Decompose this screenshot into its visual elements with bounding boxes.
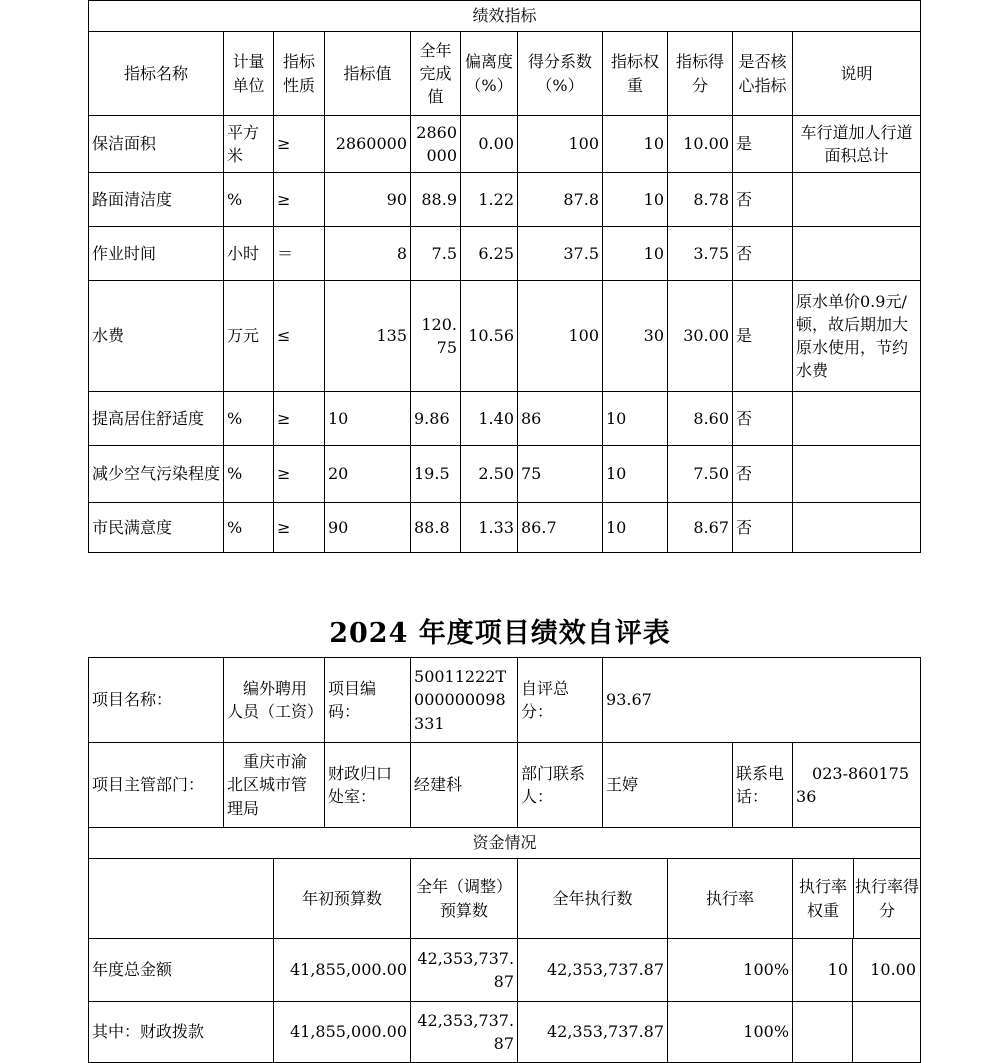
col-header-weight: 指标权重 <box>603 32 668 116</box>
col-header-deviation: 偏离度（%） <box>461 32 518 116</box>
dept-value: 重庆市渝北区城市管理局 <box>224 743 325 828</box>
col-header-target: 指标值 <box>325 32 411 116</box>
indicator-note <box>793 173 921 227</box>
indicator-name: 保洁面积 <box>89 116 224 173</box>
indicator-weight: 10 <box>603 116 668 173</box>
indicator-actual: 19.5 <box>411 446 461 503</box>
indicator-weight: 30 <box>603 281 668 392</box>
indicator-unit: 平方米 <box>224 116 274 173</box>
indicator-nature: ≤ <box>274 281 325 392</box>
contact-label: 部门联系人： <box>518 743 603 828</box>
table-row <box>89 392 921 446</box>
indicator-coefficient: 86 <box>518 392 603 446</box>
indicator-note <box>793 446 921 503</box>
col-header-exec-rate: 执行率 <box>668 859 793 939</box>
funds-rate: 100% <box>668 939 793 1002</box>
indicator-nature: ≥ <box>274 446 325 503</box>
indicator-score: 30.00 <box>668 281 733 392</box>
table-row <box>89 939 921 1002</box>
indicator-target: 20 <box>325 446 411 503</box>
indicator-target: 8 <box>325 227 411 281</box>
indicator-note <box>793 227 921 281</box>
col-header-adjusted-budget: 全年（调整）预算数 <box>411 859 518 939</box>
indicator-note <box>793 392 921 446</box>
funds-adjusted: 42,353,737.87 <box>411 1002 518 1063</box>
indicator-unit: % <box>224 173 274 227</box>
indicator-coefficient: 86.7 <box>518 503 603 553</box>
indicator-target: 10 <box>325 392 411 446</box>
self-score-label: 自评总分： <box>518 658 603 743</box>
indicator-score: 8.67 <box>668 503 733 553</box>
section-title-funds: 资金情况 <box>89 828 921 859</box>
indicator-deviation: 10.56 <box>461 281 518 392</box>
project-info-row <box>89 658 921 743</box>
indicator-note <box>793 503 921 553</box>
department-row <box>89 743 921 828</box>
funds-row-label: 年度总金额 <box>89 939 274 1002</box>
table-row <box>89 503 921 553</box>
col-header-unit: 计量单位 <box>224 32 274 116</box>
project-code-value: 50011222T000000098331 <box>411 658 518 743</box>
funds-executed: 42,353,737.87 <box>518 1002 668 1063</box>
indicator-actual: 7.5 <box>411 227 461 281</box>
indicator-weight: 10 <box>603 227 668 281</box>
funds-weight: 10 <box>793 939 853 1001</box>
indicator-score: 8.78 <box>668 173 733 227</box>
indicator-coefficient: 100 <box>518 281 603 392</box>
header-row <box>89 32 921 116</box>
table-row <box>89 227 921 281</box>
performance-table <box>88 0 921 553</box>
phone-value: 023-86017536 <box>793 743 921 828</box>
phone-label: 联系电话： <box>733 743 793 828</box>
indicator-deviation: 6.25 <box>461 227 518 281</box>
contact-value: 王婷 <box>603 743 733 828</box>
indicator-nature: ≥ <box>274 173 325 227</box>
indicator-coefficient: 87.8 <box>518 173 603 227</box>
indicator-nature: ＝ <box>274 227 325 281</box>
indicator-name: 市民满意度 <box>89 503 224 553</box>
indicator-name: 路面清洁度 <box>89 173 224 227</box>
indicator-actual: 88.9 <box>411 173 461 227</box>
indicator-deviation: 1.40 <box>461 392 518 446</box>
project-table <box>88 657 921 1063</box>
col-header-score: 指标得分 <box>668 32 733 116</box>
indicator-note: 车行道加人行道面积总计 <box>793 116 921 173</box>
office-value: 经建科 <box>411 743 518 828</box>
funds-rate: 100% <box>668 1002 793 1063</box>
table-row <box>89 281 921 392</box>
funds-split-cell <box>793 939 921 1002</box>
indicator-weight: 10 <box>603 173 668 227</box>
indicator-score: 8.60 <box>668 392 733 446</box>
indicator-unit: % <box>224 392 274 446</box>
project-code-label: 项目编码： <box>325 658 411 743</box>
col-header-nature: 指标性质 <box>274 32 325 116</box>
indicator-deviation: 1.22 <box>461 173 518 227</box>
table-row <box>89 1002 921 1063</box>
funds-split-cell <box>793 1002 921 1063</box>
indicator-target: 90 <box>325 503 411 553</box>
indicator-score: 7.50 <box>668 446 733 503</box>
self-score-value: 93.67 <box>603 658 921 743</box>
indicator-nature: ≥ <box>274 116 325 173</box>
dept-label: 项目主管部门： <box>89 743 224 828</box>
funds-weight <box>793 1002 853 1062</box>
funds-initial: 41,855,000.00 <box>274 1002 411 1063</box>
col-header-coefficient: 得分系数（%） <box>518 32 603 116</box>
funds-score <box>853 1002 920 1062</box>
indicator-core: 否 <box>733 503 793 553</box>
col-header-name: 指标名称 <box>89 32 224 116</box>
indicator-core: 是 <box>733 281 793 392</box>
indicator-deviation: 0.00 <box>461 116 518 173</box>
indicator-actual: 9.86 <box>411 392 461 446</box>
funds-header-blank <box>89 859 274 939</box>
indicator-core: 否 <box>733 173 793 227</box>
funds-header-row <box>89 859 921 939</box>
funds-executed: 42,353,737.87 <box>518 939 668 1002</box>
indicator-core: 否 <box>733 392 793 446</box>
indicator-name: 水费 <box>89 281 224 392</box>
indicator-unit: 万元 <box>224 281 274 392</box>
indicator-nature: ≥ <box>274 392 325 446</box>
col-header-executed: 全年执行数 <box>518 859 668 939</box>
indicator-target: 2860000 <box>325 116 411 173</box>
indicator-core: 否 <box>733 227 793 281</box>
table-row <box>89 116 921 173</box>
office-label: 财政归口处室： <box>325 743 411 828</box>
indicator-target: 135 <box>325 281 411 392</box>
indicator-weight: 10 <box>603 446 668 503</box>
indicator-actual: 2860000 <box>411 116 461 173</box>
indicator-weight: 10 <box>603 392 668 446</box>
indicator-actual: 120.75 <box>411 281 461 392</box>
page-title: 2024 年度项目绩效自评表 <box>329 618 671 649</box>
indicator-name: 减少空气污染程度 <box>89 446 224 503</box>
indicator-unit: 小时 <box>224 227 274 281</box>
col-header-exec-score: 执行率得分 <box>855 877 920 920</box>
project-name-label: 项目名称： <box>89 658 224 743</box>
indicator-nature: ≥ <box>274 503 325 553</box>
indicator-deviation: 1.33 <box>461 503 518 553</box>
funds-score: 10.00 <box>870 960 917 980</box>
col-header-actual: 全年完成值 <box>411 32 461 116</box>
funds-row-label: 其中：财政拨款 <box>89 1002 274 1063</box>
table-row <box>89 173 921 227</box>
col-header-initial-budget: 年初预算数 <box>274 859 411 939</box>
col-header-core: 是否核心指标 <box>733 32 793 116</box>
funds-initial: 41,855,000.00 <box>274 939 411 1002</box>
indicator-coefficient: 75 <box>518 446 603 503</box>
indicator-core: 否 <box>733 446 793 503</box>
indicator-name: 提高居住舒适度 <box>89 392 224 446</box>
indicator-target: 90 <box>325 173 411 227</box>
table-row <box>89 446 921 503</box>
indicator-coefficient: 37.5 <box>518 227 603 281</box>
indicator-coefficient: 100 <box>518 116 603 173</box>
indicator-deviation: 2.50 <box>461 446 518 503</box>
indicator-actual: 88.8 <box>411 503 461 553</box>
indicator-name: 作业时间 <box>89 227 224 281</box>
funds-adjusted: 42,353,737.87 <box>411 939 518 1002</box>
col-header-exec-weight: 执行率权重 <box>793 859 854 938</box>
indicator-score: 10.00 <box>668 116 733 173</box>
indicator-score: 3.75 <box>668 227 733 281</box>
col-header-note: 说明 <box>793 32 921 116</box>
indicator-note: 原水单价0.9元/顿，故后期加大原水使用，节约水费 <box>793 281 921 392</box>
indicator-weight: 10 <box>603 503 668 553</box>
indicator-core: 是 <box>733 116 793 173</box>
project-name-value: 编外聘用人员（工资） <box>224 658 325 743</box>
indicator-unit: % <box>224 503 274 553</box>
funds-header-split <box>793 859 921 939</box>
indicator-unit: % <box>224 446 274 503</box>
section-title-performance: 绩效指标 <box>89 1 921 32</box>
